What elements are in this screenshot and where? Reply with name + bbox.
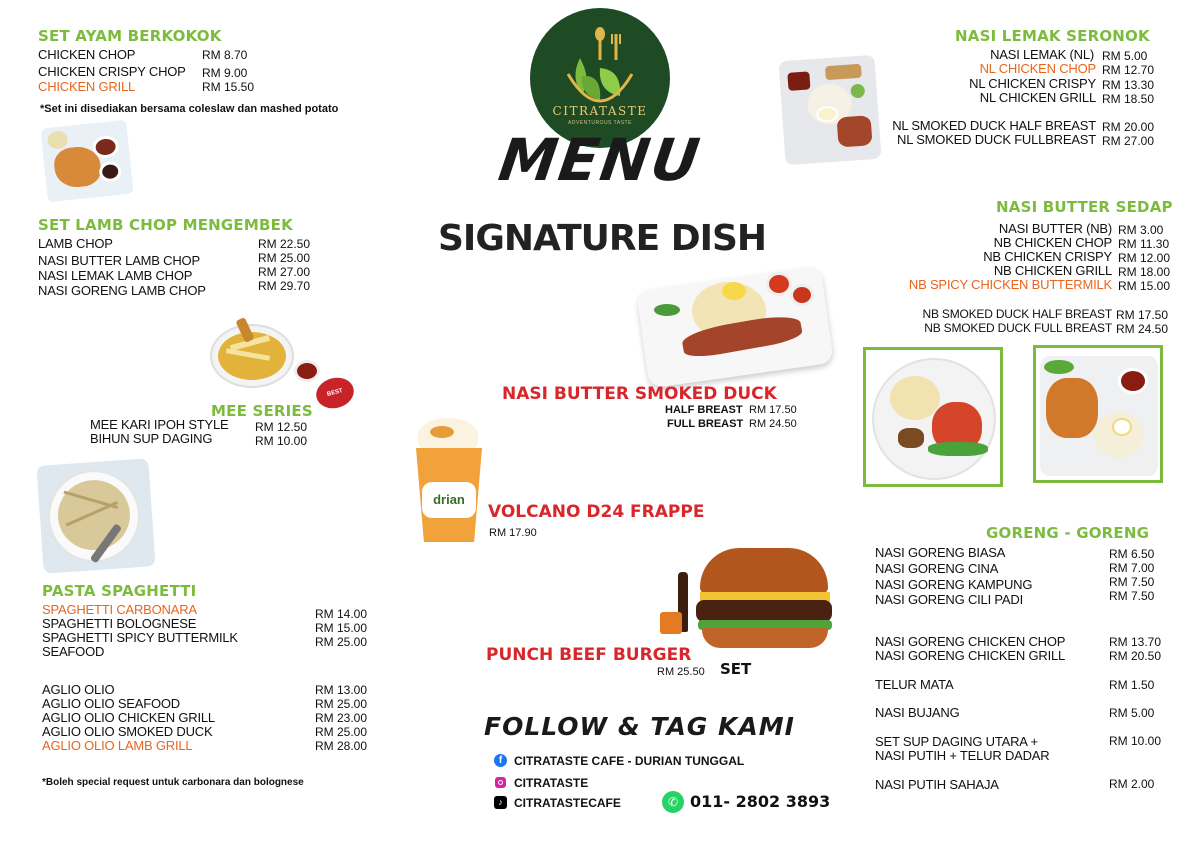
menu-item-price: RM 5.00 [1109, 706, 1155, 720]
nasi-lemak-title: NASI LEMAK SERONOK [955, 27, 1150, 45]
menu-item-price: RM 25.00 [315, 635, 368, 649]
menu-item-name: NL CHICKEN GRILL [979, 90, 1096, 105]
menu-item-price: RM 22.50 [258, 237, 311, 251]
set-lamb-title: SET LAMB CHOP MENGEMBEK [38, 216, 293, 234]
menu-item-name: SET SUP DAGING UTARA + [875, 734, 1038, 749]
menu-item-name: TELUR MATA [875, 677, 954, 692]
menu-item-name: CHICKEN GRILL [38, 79, 136, 94]
menu-item-name: AGLIO OLIO LAMB GRILL [42, 738, 193, 753]
menu-item-name: NASI LEMAK (NL) [990, 47, 1094, 62]
tiktok-icon[interactable]: ♪ [494, 796, 507, 809]
menu-item-price: RM 18.50 [1102, 92, 1155, 106]
nasi-butter-title: NASI BUTTER SEDAP [996, 198, 1173, 216]
menu-item-price: RM 11.30 [1118, 237, 1170, 251]
duck-full-label: FULL BREAST [667, 418, 744, 430]
menu-item-name: NB CHICKEN GRILL [993, 263, 1112, 278]
menu-item-name: AGLIO OLIO [42, 682, 115, 697]
menu-item-name: NASI GORENG CHICKEN CHOP [875, 634, 1066, 649]
menu-item-name: AGLIO OLIO CHICKEN GRILL [42, 710, 215, 725]
facebook-handle[interactable]: CITRATASTE CAFE - DURIAN TUNGGAL [514, 754, 745, 768]
instagram-handle[interactable]: CITRATASTE [514, 776, 589, 790]
menu-item-price: RM 12.00 [1118, 251, 1171, 265]
menu-item-price: RM 29.70 [258, 279, 311, 293]
menu-item-name: NASI PUTIH SAHAJA [875, 777, 999, 792]
menu-item-name: BIHUN SUP DAGING [90, 431, 213, 446]
menu-item-price: RM 13.70 [1109, 635, 1162, 649]
menu-item-price: RM 2.00 [1109, 777, 1155, 791]
menu-item-name: NB CHICKEN CHOP [993, 235, 1112, 250]
nasi-lemak-crispy-image [1033, 345, 1163, 483]
burger-price: RM 25.50 [657, 666, 705, 678]
menu-item-name: NASI BUJANG [875, 705, 960, 720]
frappe-title: VOLCANO D24 FRAPPE [488, 502, 705, 522]
whatsapp-number[interactable]: 011- 2802 3893 [690, 792, 831, 811]
menu-item-price: RM 23.00 [315, 711, 368, 725]
signature-dish-title: SIGNATURE DISH [438, 218, 767, 259]
frappe-cup-text: drian [422, 482, 476, 518]
frappe-image [410, 418, 490, 544]
menu-item-name: NL SMOKED DUCK HALF BREAST [892, 118, 1096, 133]
goreng-title: GORENG - GORENG [986, 524, 1150, 542]
menu-item-price: RM 8.70 [202, 48, 248, 62]
menu-item-name: NASI GORENG CILI PADI [875, 592, 1023, 607]
menu-item-price: RM 12.50 [255, 420, 308, 434]
menu-item-name: NASI GORENG KAMPUNG [875, 577, 1033, 592]
menu-item-name: SPAGHETTI CARBONARA [42, 602, 197, 617]
mee-kari-image [210, 318, 296, 390]
logo-name: CITRATASTE [552, 104, 648, 118]
menu-item-name: NASI GORENG LAMB CHOP [38, 283, 206, 298]
duck-half-label: HALF BREAST [665, 404, 743, 416]
tiktok-handle[interactable]: CITRATASTECAFE [514, 796, 621, 810]
menu-item-name: AGLIO OLIO SMOKED DUCK [42, 724, 213, 739]
menu-item-price: RM 14.00 [315, 607, 368, 621]
menu-item-name: NASI BUTTER LAMB CHOP [38, 253, 200, 268]
menu-item-price: RM 5.00 [1102, 49, 1148, 63]
menu-item-price: RM 13.30 [1102, 78, 1155, 92]
menu-item-name: NB CHICKEN CRISPY [983, 249, 1112, 264]
menu-item-name: MEE KARI IPOH STYLE [90, 417, 229, 432]
menu-item-name: CHICKEN CHOP [38, 47, 136, 62]
menu-item-price: RM 15.00 [315, 621, 368, 635]
menu-item-price: RM 10.00 [1109, 734, 1162, 748]
frappe-price: RM 17.90 [489, 527, 537, 539]
sambal-bowl-image [294, 360, 320, 382]
menu-item-price: RM 18.00 [1118, 265, 1171, 279]
best-seller-badge: BEST SELLER [313, 374, 357, 413]
menu-item-name: NASI GORENG CHICKEN GRILL [875, 648, 1066, 663]
menu-item-name: NB SMOKED DUCK HALF BREAST [922, 307, 1112, 321]
logo-tagline: ADVENTUROUS TASTE [568, 120, 632, 126]
pasta-note: *Boleh special request untuk carbonara dan bolognese [42, 777, 304, 788]
menu-item-name: AGLIO OLIO SEAFOOD [42, 696, 180, 711]
menu-item-price: RM 12.70 [1102, 63, 1155, 77]
whatsapp-icon[interactable]: ✆ [662, 791, 684, 813]
pasta-title: PASTA SPAGHETTI [42, 582, 197, 600]
menu-item-price: RM 25.00 [315, 725, 368, 739]
menu-item-name: NASI GORENG BIASA [875, 545, 1006, 560]
menu-item-price: RM 20.00 [1102, 120, 1155, 134]
menu-item-name: NL CHICKEN CHOP [979, 61, 1096, 76]
duck-half-price: RM 17.50 [749, 404, 797, 416]
nasi-butter-chicken-image [863, 347, 1003, 487]
smoked-duck-image [642, 264, 832, 378]
menu-item-name: CHICKEN CRISPY CHOP [38, 64, 186, 79]
menu-item-price: RM 15.50 [202, 80, 255, 94]
menu-item-name: NASI GORENG CINA [875, 561, 999, 576]
menu-item-price: RM 25.00 [258, 251, 311, 265]
facebook-icon[interactable]: f [494, 754, 507, 767]
menu-item-price: RM 7.50 [1109, 589, 1155, 603]
menu-item-price: RM 1.50 [1109, 678, 1155, 692]
mee-series-title: MEE SERIES [211, 402, 313, 420]
menu-item-price: RM 7.50 [1109, 575, 1155, 589]
menu-item-name: NL SMOKED DUCK FULLBREAST [897, 132, 1096, 147]
menu-item-price: RM 20.50 [1109, 649, 1162, 663]
menu-item-price: RM 9.00 [202, 66, 248, 80]
burger-title: PUNCH BEEF BURGER [486, 645, 692, 665]
menu-title: MENU [494, 126, 706, 194]
burger-image [656, 548, 832, 656]
menu-item-name: SPAGHETTI BOLOGNESE [42, 616, 197, 631]
nasi-lemak-image [778, 55, 881, 165]
follow-title: FOLLOW & TAG KAMI [484, 712, 795, 741]
menu-item-price: RM 10.00 [255, 434, 308, 448]
menu-item-price: RM 24.50 [1116, 322, 1169, 336]
instagram-icon[interactable] [494, 776, 507, 789]
menu-item-name: LAMB CHOP [38, 236, 113, 251]
menu-item-price: RM 6.50 [1109, 547, 1155, 561]
menu-item-price: RM 25.00 [315, 697, 368, 711]
duck-full-price: RM 24.50 [749, 418, 797, 430]
burger-set-label: SET [720, 660, 752, 678]
menu-item-price: RM 3.00 [1118, 223, 1164, 237]
menu-item-price: RM 28.00 [315, 739, 368, 753]
menu-item-name: SPAGHETTI SPICY BUTTERMILK [42, 630, 238, 645]
menu-item-name-cont: SEAFOOD [42, 644, 105, 659]
duck-title: NASI BUTTER SMOKED DUCK [502, 384, 777, 404]
menu-item-price: RM 17.50 [1116, 308, 1169, 322]
set-ayam-note: *Set ini disediakan bersama coleslaw dan mashed potato [40, 103, 339, 115]
menu-item-price: RM 7.00 [1109, 561, 1155, 575]
set-ayam-title: SET AYAM BERKOKOK [38, 27, 222, 45]
menu-item-price: RM 15.00 [1118, 279, 1171, 293]
menu-item-price: RM 27.00 [258, 265, 311, 279]
menu-item-name-cont: NASI PUTIH + TELUR DADAR [875, 748, 1050, 763]
menu-item-name: NB SMOKED DUCK FULL BREAST [924, 321, 1112, 335]
menu-item-name: NASI BUTTER (NB) [998, 221, 1112, 236]
menu-item-price: RM 27.00 [1102, 134, 1155, 148]
chicken-chop-image [40, 120, 133, 203]
menu-item-name: NL CHICKEN CRISPY [969, 76, 1096, 91]
menu-item-name: NASI LEMAK LAMB CHOP [38, 268, 193, 283]
menu-item-name: NB SPICY CHICKEN BUTTERMILK [908, 277, 1112, 292]
menu-item-price: RM 13.00 [315, 683, 368, 697]
spaghetti-image [36, 458, 155, 574]
